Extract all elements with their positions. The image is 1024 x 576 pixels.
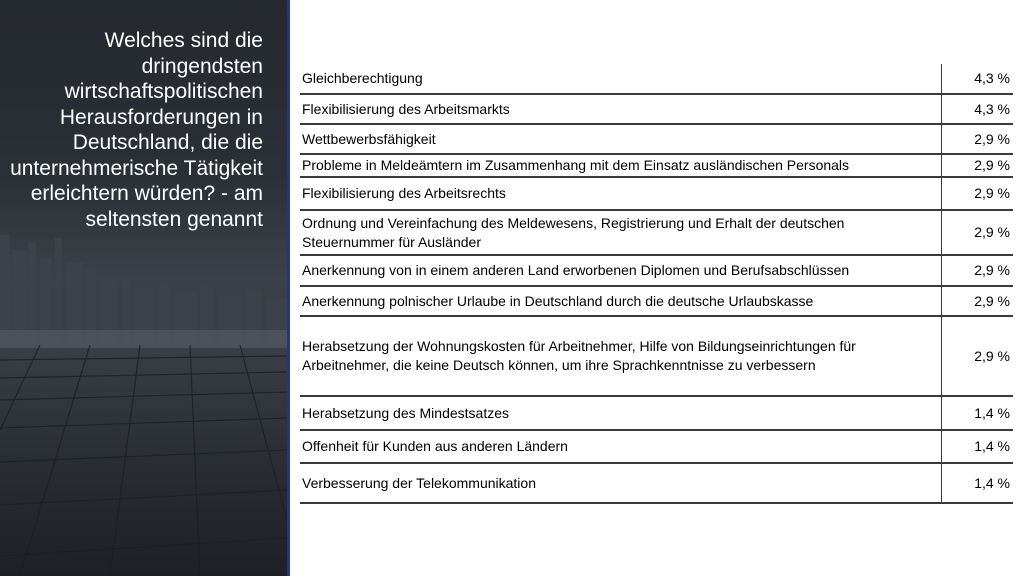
row-value: 1,4 %: [941, 464, 1013, 502]
row-label: Herabsetzung der Wohnungskosten für Arbeitnehmer, Hilfe von Bildungseinrichtungen für Arbeitnehmer, die keine Deutsch können, um ihre Sprachkenntnisse zu verbessern: [302, 338, 856, 373]
row-value: 2,9 %: [941, 317, 1013, 395]
row-value: 2,9 %: [941, 178, 1013, 209]
table-row: [300, 211, 1013, 256]
row-label: Flexibilisierung des Arbeitsmarkts: [302, 100, 510, 117]
row-label: Probleme in Meldeämtern im Zusammenhang mit dem Einsatz ausländischen Personals: [302, 157, 850, 173]
table-row: [300, 178, 1013, 211]
row-label: Anerkennung polnischer Urlaube in Deutschland durch die deutsche Urlaubskasse: [302, 292, 814, 309]
row-label: Ordnung und Vereinfachung des Meldewesens, Registrierung und Erhalt der deutschen Steuernummer für Ausländer: [302, 214, 845, 250]
row-label: Gleichberechtigung: [302, 70, 423, 86]
row-value: 2,9 %: [941, 256, 1013, 285]
slide-title: Welches sind die dringendsten wirtschaftspolitischen Herausforderungen in Deutschland, die die unternehmerische Tätigkeit erleichtern würden? - am seltensten genannt: [10, 29, 263, 231]
background-city-image: [0, 0, 287, 576]
table-row: [300, 125, 1013, 155]
row-label: Wettbewerbsfähigkeit: [302, 130, 436, 147]
table-row: [300, 317, 1013, 397]
table-row: [300, 397, 1013, 431]
row-value: 4,3 %: [941, 95, 1013, 123]
row-label: Offenheit für Kunden aus anderen Ländern: [302, 438, 568, 454]
table-row: [300, 95, 1013, 125]
table-row: [300, 431, 1013, 464]
table-row: [300, 64, 1013, 95]
row-value: 1,4 %: [941, 431, 1013, 462]
row-value: 4,3 %: [941, 64, 1013, 93]
row-value: 2,9 %: [941, 211, 1013, 254]
row-value: 2,9 %: [941, 155, 1013, 176]
row-value: 1,4 %: [941, 397, 1013, 429]
row-label: Flexibilisierung des Arbeitsrechts: [302, 185, 506, 201]
row-label: Verbesserung der Telekommunikation: [302, 474, 536, 491]
results-table: [300, 64, 1013, 504]
panel-divider: [287, 0, 290, 576]
row-label: Anerkennung von in einem anderen Land erworbenen Diplomen und Berufsabschlüssen: [302, 262, 850, 278]
table-row: [300, 155, 1013, 178]
table-row: [300, 287, 1013, 317]
row-value: 2,9 %: [941, 125, 1013, 153]
table-row: [300, 464, 1013, 504]
row-label: Herabsetzung des Mindestsatzes: [302, 404, 509, 421]
table-row: [300, 256, 1013, 287]
row-value: 2,9 %: [941, 287, 1013, 315]
